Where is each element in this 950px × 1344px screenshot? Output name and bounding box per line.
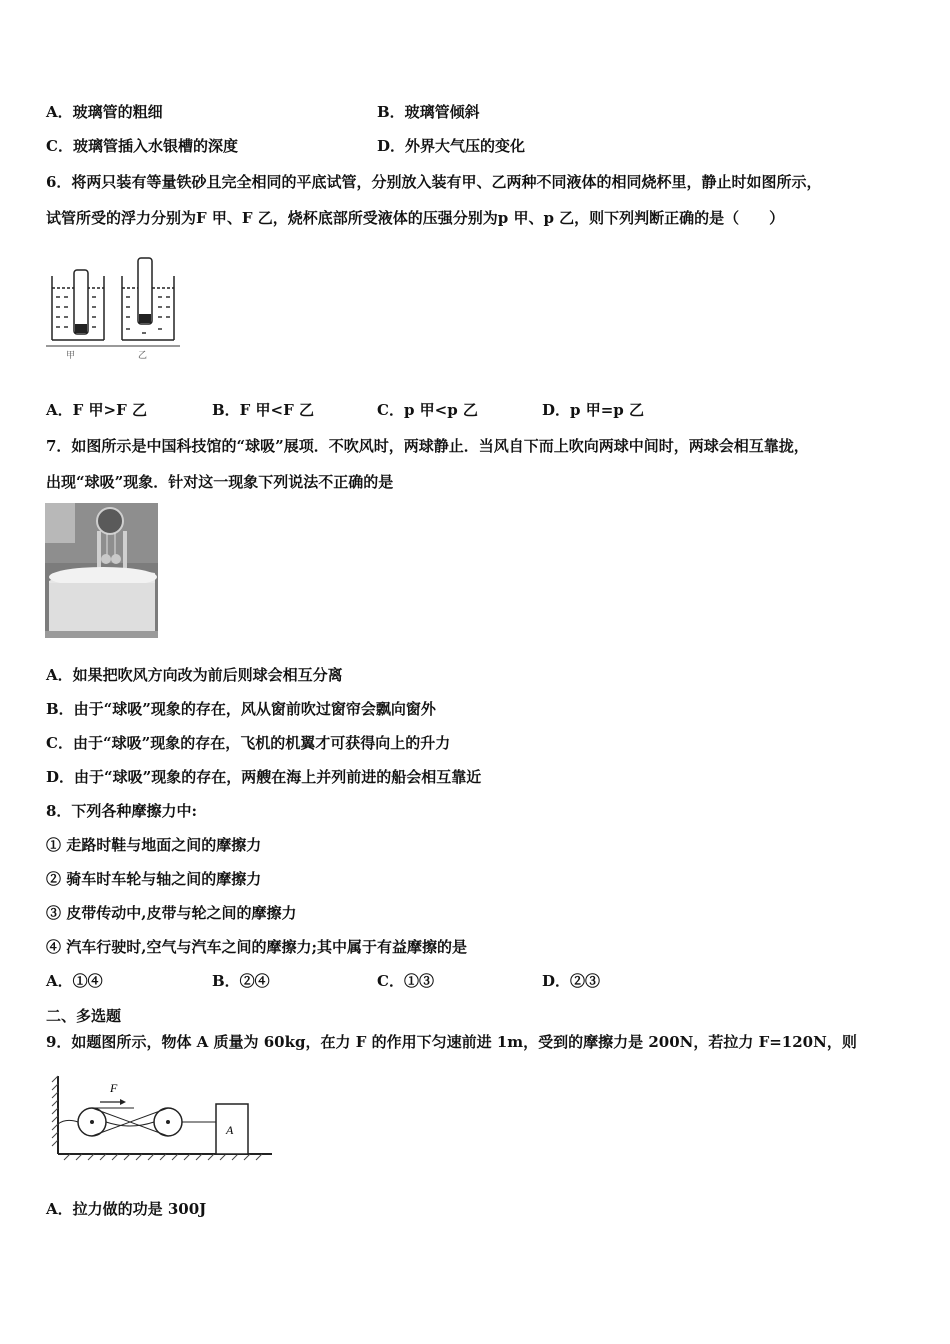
q8-item-1: ① 走路时鞋与地面之间的摩擦力 bbox=[46, 836, 262, 854]
q7-stem-line2: 出现“球吸”现象．针对这一现象下列说法不正确的是 bbox=[46, 473, 394, 491]
q8-item-3: ③ 皮带传动中,皮带与轮之间的摩擦力 bbox=[46, 904, 297, 922]
q8-option-c: C．①③ bbox=[377, 972, 434, 990]
label-jia: 甲 bbox=[66, 351, 76, 361]
q8-option-d: D．②③ bbox=[542, 972, 601, 990]
q5-option-a: A．玻璃管的粗细 bbox=[46, 103, 163, 121]
q6-beakers-figure bbox=[46, 252, 181, 362]
q7-option-c: C．由于“球吸”现象的存在，飞机的机翼才可获得向上的升力 bbox=[46, 734, 451, 752]
q5-option-b: B．玻璃管倾斜 bbox=[377, 103, 480, 121]
q7-option-a: A．如果把吹风方向改为前后则球会相互分离 bbox=[46, 666, 343, 684]
beaker-right bbox=[122, 258, 174, 340]
q6-stem-line2: 试管所受的浮力分别为F 甲、F 乙，烧杯底部所受液体的压强分别为p 甲、p 乙，则下列判断正确的是（ ） bbox=[46, 209, 785, 227]
q8-item-2: ② 骑车时车轮与轴之间的摩擦力 bbox=[46, 870, 262, 888]
q6-option-a: A．F 甲>F 乙 bbox=[46, 401, 147, 419]
label-F: F bbox=[110, 1081, 118, 1095]
q6-option-c: C．p 甲<p 乙 bbox=[377, 401, 478, 419]
q7-ball-suction-photo bbox=[45, 503, 158, 638]
q8-option-a: A．①④ bbox=[46, 972, 103, 990]
q5-option-c: C．玻璃管插入水银槽的深度 bbox=[46, 137, 238, 155]
q7-option-b: B．由于“球吸”现象的存在，风从窗前吹过窗帘会飘向窗外 bbox=[46, 700, 436, 718]
q7-stem-line1: 7．如图所示是中国科技馆的“球吸”展项．不吹风时，两球静止．当风自下而上吹向两球中间时，两球会相互靠拢， bbox=[46, 437, 809, 455]
q6-stem-line1: 6．将两只装有等量铁砂且完全相同的平底试管，分别放入装有甲、乙两种不同液体的相同烧杯里，静止时如图所示， bbox=[46, 173, 822, 191]
q7-option-d: D．由于“球吸”现象的存在，两艘在海上并列前进的船会相互靠近 bbox=[46, 768, 482, 786]
q6-option-d: D．p 甲=p 乙 bbox=[542, 401, 644, 419]
q8-option-b: B．②④ bbox=[212, 972, 270, 990]
q9-pulley-figure bbox=[50, 1072, 275, 1164]
section-heading-multi-choice: 二、多选题 bbox=[46, 1007, 122, 1025]
q9-option-a: A．拉力做的功是 300J bbox=[46, 1200, 207, 1218]
beaker-left bbox=[52, 270, 104, 340]
q6-option-b: B．F 甲<F 乙 bbox=[212, 401, 314, 419]
q8-stem: 8．下列各种摩擦力中: bbox=[46, 802, 197, 820]
q5-option-d: D．外界大气压的变化 bbox=[377, 137, 526, 155]
label-A: A bbox=[226, 1123, 234, 1137]
q8-item-4: ④ 汽车行驶时,空气与汽车之间的摩擦力;其中属于有益摩擦的是 bbox=[46, 938, 467, 956]
q9-stem: 9．如题图所示，物体 A 质量为 60kg，在力 F 的作用下匀速前进 1m，受到的摩擦力是 200N，若拉力 F=120N，则 bbox=[46, 1033, 857, 1051]
label-yi: 乙 bbox=[138, 351, 148, 361]
